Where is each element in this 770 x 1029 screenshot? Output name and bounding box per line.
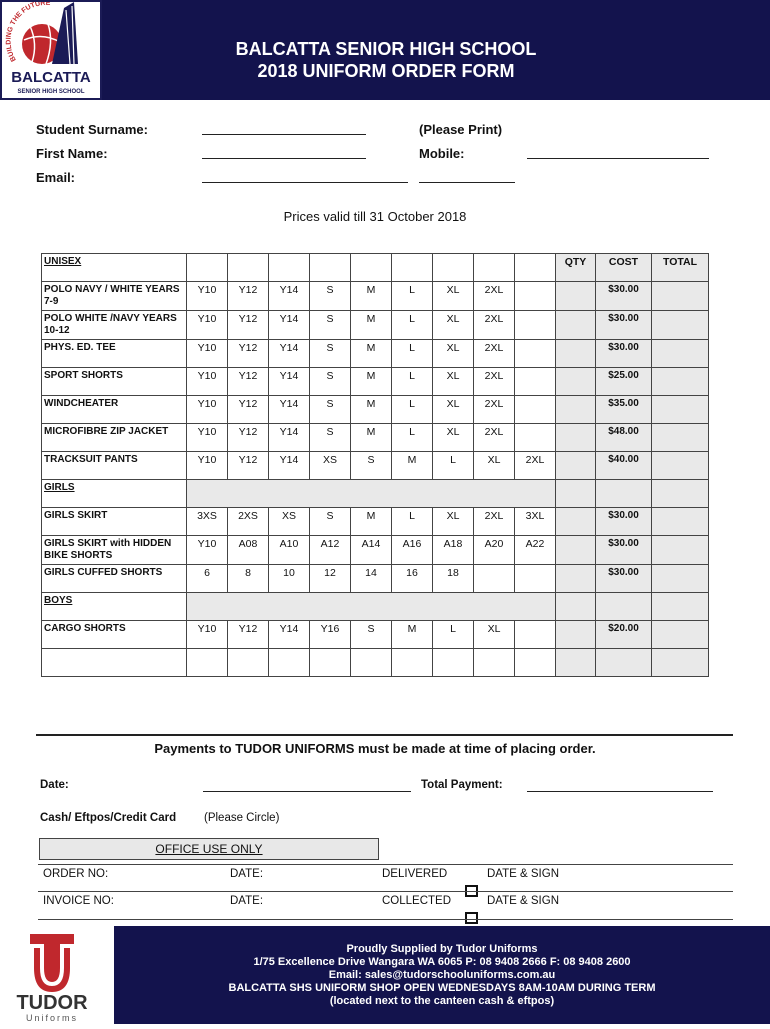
item-name: TRACKSUIT PANTS: [42, 452, 187, 480]
size-option[interactable]: S: [310, 282, 351, 311]
cost-cell: $35.00: [596, 396, 652, 424]
size-option[interactable]: Y12: [228, 311, 269, 340]
order-table: [41, 253, 709, 677]
item-name: PHYS. ED. TEE: [42, 340, 187, 368]
girls-section-label: GIRLS: [44, 482, 75, 493]
mobile-label: Mobile:: [419, 146, 465, 161]
cost-cell: $30.00: [596, 282, 652, 311]
item-name: CARGO SHORTS: [42, 621, 187, 649]
size-option[interactable]: [515, 340, 556, 368]
size-option[interactable]: XL: [474, 621, 515, 649]
divider: [38, 864, 733, 865]
size-option[interactable]: Y12: [228, 340, 269, 368]
size-option[interactable]: XL: [433, 340, 474, 368]
size-option[interactable]: [515, 396, 556, 424]
size-option[interactable]: Y10: [187, 282, 228, 311]
size-option[interactable]: L: [392, 282, 433, 311]
item-name: GIRLS SKIRT with HIDDEN BIKE SHORTS: [42, 536, 187, 565]
invoice-no-label: INVOICE NO:: [43, 895, 114, 907]
footer-location: (located next to the canteen cash & eftpos): [329, 995, 555, 1007]
page-header: [0, 0, 770, 100]
size-option[interactable]: A18: [433, 536, 474, 565]
size-option[interactable]: 14: [351, 565, 392, 593]
total-cell[interactable]: [652, 621, 709, 649]
cost-cell: $30.00: [596, 565, 652, 593]
svg-text:SENIOR HIGH SCHOOL: SENIOR HIGH SCHOOL: [17, 89, 85, 95]
size-option[interactable]: [515, 621, 556, 649]
size-option[interactable]: [515, 368, 556, 396]
cost-cell: $30.00: [596, 536, 652, 565]
table-row: [42, 565, 709, 593]
total-cell[interactable]: [652, 536, 709, 565]
qty-cell[interactable]: [556, 621, 596, 649]
qty-cell[interactable]: [556, 508, 596, 536]
size-option[interactable]: [515, 565, 556, 593]
first-name-field[interactable]: [202, 158, 366, 159]
size-option[interactable]: 2XL: [474, 424, 515, 452]
table-row: [42, 508, 709, 536]
svg-text:BALCATTA: BALCATTA: [11, 69, 91, 86]
qty-cell[interactable]: [556, 340, 596, 368]
cost-cell: $30.00: [596, 508, 652, 536]
cost-cell: $40.00: [596, 452, 652, 480]
total-header: TOTAL: [652, 254, 709, 282]
qty-cell[interactable]: [556, 368, 596, 396]
cost-cell: $25.00: [596, 368, 652, 396]
qty-cell[interactable]: [556, 424, 596, 452]
size-option[interactable]: Y14: [269, 621, 310, 649]
size-option[interactable]: Y10: [187, 452, 228, 480]
table-row: [42, 311, 709, 340]
office-use-title: OFFICE USE ONLY: [155, 842, 263, 856]
size-option[interactable]: 16: [392, 565, 433, 593]
total-cell[interactable]: [652, 565, 709, 593]
size-option[interactable]: Y14: [269, 311, 310, 340]
email-field[interactable]: [202, 182, 408, 183]
email-label: Email:: [36, 170, 76, 185]
size-option[interactable]: Y10: [187, 424, 228, 452]
footer-email[interactable]: Email: sales@tudorschooluniforms.com.au: [328, 969, 556, 981]
item-name: SPORT SHORTS: [42, 368, 187, 396]
size-option[interactable]: Y10: [187, 621, 228, 649]
school-title: BALCATTA SENIOR HIGH SCHOOL: [235, 39, 537, 59]
total-cell[interactable]: [652, 396, 709, 424]
surname-field[interactable]: [202, 134, 366, 135]
total-cell[interactable]: [652, 282, 709, 311]
size-option[interactable]: L: [392, 396, 433, 424]
svg-text:BUILDING THE FUTURE: BUILDING THE FUTURE: [5, 2, 51, 63]
size-option[interactable]: XS: [269, 508, 310, 536]
size-option[interactable]: A10: [269, 536, 310, 565]
size-option[interactable]: A20: [474, 536, 515, 565]
collected-checkbox[interactable]: [465, 912, 478, 924]
size-option[interactable]: 2XL: [474, 340, 515, 368]
payment-method-hint: (Please Circle): [204, 812, 280, 824]
qty-cell[interactable]: [556, 282, 596, 311]
qty-cell[interactable]: [556, 396, 596, 424]
size-option[interactable]: S: [351, 452, 392, 480]
size-option[interactable]: L: [392, 368, 433, 396]
qty-cell[interactable]: [556, 311, 596, 340]
order-date-label: DATE:: [230, 868, 264, 880]
cost-cell: $48.00: [596, 424, 652, 452]
size-option[interactable]: XL: [433, 508, 474, 536]
size-option[interactable]: M: [351, 424, 392, 452]
size-option[interactable]: A12: [310, 536, 351, 565]
size-option[interactable]: 2XL: [474, 282, 515, 311]
payment-note: Payments to TUDOR UNIFORMS must be made at time of placing order.: [154, 741, 596, 756]
footer-supplier: Proudly Supplied by Tudor Uniforms: [346, 943, 538, 955]
order-no-label: ORDER NO:: [43, 868, 109, 880]
size-option[interactable]: 12: [310, 565, 351, 593]
size-option[interactable]: XS: [310, 452, 351, 480]
size-option[interactable]: S: [310, 311, 351, 340]
divider: [38, 891, 733, 892]
size-option[interactable]: A14: [351, 536, 392, 565]
size-option[interactable]: XL: [474, 452, 515, 480]
unisex-section-label: UNISEX: [44, 256, 82, 267]
size-option[interactable]: L: [392, 424, 433, 452]
item-name: POLO WHITE /NAVY YEARS 10-12: [42, 311, 187, 340]
item-name: WINDCHEATER: [42, 396, 187, 424]
size-option[interactable]: 2XL: [474, 368, 515, 396]
size-option[interactable]: Y12: [228, 368, 269, 396]
size-option[interactable]: L: [433, 621, 474, 649]
size-option[interactable]: Y12: [228, 282, 269, 311]
collected-label: COLLECTED: [382, 895, 452, 907]
table-row: [42, 282, 709, 311]
cost-header: COST: [596, 254, 652, 282]
footer-address: 1/75 Excellence Drive Wangara WA 6065 P: 08 9408 2666 F: 08 9408 2600: [253, 956, 631, 968]
tudor-logo-icon: [0, 926, 114, 1024]
table-row: [42, 340, 709, 368]
mobile-field[interactable]: [527, 158, 709, 159]
total-cell[interactable]: [652, 340, 709, 368]
size-option[interactable]: 18: [433, 565, 474, 593]
delivered-date-sign-label: DATE & SIGN: [487, 868, 559, 880]
size-option[interactable]: M: [392, 621, 433, 649]
table-row: [42, 368, 709, 396]
size-option[interactable]: Y10: [187, 311, 228, 340]
please-print-note: (Please Print): [419, 122, 503, 137]
size-option[interactable]: Y12: [228, 424, 269, 452]
cost-cell: $20.00: [596, 621, 652, 649]
surname-label: Student Surname:: [36, 122, 148, 137]
size-option[interactable]: XL: [433, 396, 474, 424]
size-option[interactable]: L: [392, 340, 433, 368]
size-option[interactable]: XL: [433, 282, 474, 311]
qty-cell[interactable]: [556, 565, 596, 593]
email-field-continued[interactable]: [419, 182, 515, 183]
total-cell[interactable]: [652, 311, 709, 340]
size-option[interactable]: Y14: [269, 424, 310, 452]
boys-section-label: BOYS: [44, 595, 73, 606]
size-option[interactable]: Y16: [310, 621, 351, 649]
svg-text:TUDOR: TUDOR: [16, 992, 88, 1014]
size-option[interactable]: S: [310, 340, 351, 368]
payment-method-label[interactable]: Cash/ Eftpos/Credit Card: [40, 812, 177, 824]
delivered-label: DELIVERED: [382, 868, 448, 880]
size-option[interactable]: Y10: [187, 396, 228, 424]
divider: [38, 919, 733, 920]
size-option[interactable]: S: [310, 368, 351, 396]
size-option[interactable]: 2XS: [228, 508, 269, 536]
size-option[interactable]: L: [392, 311, 433, 340]
svg-text:Uniforms: Uniforms: [25, 1013, 79, 1023]
size-option[interactable]: [515, 424, 556, 452]
school-logo: [0, 0, 102, 100]
size-option[interactable]: S: [310, 424, 351, 452]
total-cell[interactable]: [652, 368, 709, 396]
size-option[interactable]: M: [351, 340, 392, 368]
size-option[interactable]: 2XL: [474, 508, 515, 536]
total-cell[interactable]: [652, 452, 709, 480]
size-option[interactable]: Y12: [228, 396, 269, 424]
office-use-box: [39, 838, 379, 860]
size-option[interactable]: L: [433, 452, 474, 480]
form-title: 2018 UNIFORM ORDER FORM: [257, 61, 515, 81]
qty-header: QTY: [556, 254, 596, 282]
invoice-date-label: DATE:: [230, 895, 264, 907]
qty-cell[interactable]: [556, 452, 596, 480]
size-option[interactable]: Y14: [269, 452, 310, 480]
size-option[interactable]: 10: [269, 565, 310, 593]
school-crest-icon: [2, 2, 100, 98]
size-option[interactable]: [474, 565, 515, 593]
size-option[interactable]: M: [351, 508, 392, 536]
table-row: [42, 452, 709, 480]
size-option[interactable]: M: [392, 452, 433, 480]
total-cell[interactable]: [652, 424, 709, 452]
table-row: [42, 536, 709, 565]
size-option[interactable]: 2XL: [474, 311, 515, 340]
size-option[interactable]: Y14: [269, 396, 310, 424]
item-name: GIRLS CUFFED SHORTS: [42, 565, 187, 593]
tudor-logo: [0, 926, 114, 1024]
size-option[interactable]: A16: [392, 536, 433, 565]
unisex-header-row: [42, 254, 709, 282]
size-option[interactable]: Y12: [228, 621, 269, 649]
boys-header-row: [42, 593, 709, 621]
size-option[interactable]: 6: [187, 565, 228, 593]
footer-band: [114, 926, 770, 1024]
table-row: [42, 396, 709, 424]
size-option[interactable]: A22: [515, 536, 556, 565]
size-option[interactable]: 3XS: [187, 508, 228, 536]
size-option[interactable]: Y10: [187, 536, 228, 565]
size-option[interactable]: 2XL: [474, 396, 515, 424]
cost-cell: $30.00: [596, 340, 652, 368]
size-option[interactable]: Y14: [269, 282, 310, 311]
size-option[interactable]: 2XL: [515, 452, 556, 480]
item-name: MICROFIBRE ZIP JACKET: [42, 424, 187, 452]
table-row: [42, 621, 709, 649]
size-option[interactable]: 3XL: [515, 508, 556, 536]
size-option[interactable]: Y10: [187, 368, 228, 396]
size-option[interactable]: [515, 311, 556, 340]
size-option[interactable]: XL: [433, 424, 474, 452]
size-option[interactable]: Y12: [228, 452, 269, 480]
girls-header-row: [42, 480, 709, 508]
size-option[interactable]: A08: [228, 536, 269, 565]
size-option[interactable]: L: [392, 508, 433, 536]
size-option[interactable]: M: [351, 282, 392, 311]
size-option[interactable]: 8: [228, 565, 269, 593]
size-option[interactable]: [515, 282, 556, 311]
item-name: GIRLS SKIRT: [42, 508, 187, 536]
total-payment-field[interactable]: [527, 791, 713, 792]
qty-cell[interactable]: [556, 536, 596, 565]
table-row: [42, 424, 709, 452]
size-option[interactable]: S: [351, 621, 392, 649]
size-option[interactable]: M: [351, 368, 392, 396]
title-band: [102, 0, 770, 100]
date-field[interactable]: [203, 791, 411, 792]
size-option[interactable]: XL: [433, 311, 474, 340]
total-payment-label: Total Payment:: [421, 779, 503, 791]
total-cell[interactable]: [652, 508, 709, 536]
footer-shop-hours: BALCATTA SHS UNIFORM SHOP OPEN WEDNESDAYS 8AM-10AM DURING TERM: [228, 982, 656, 994]
date-label: Date:: [40, 779, 69, 791]
size-option[interactable]: Y14: [269, 368, 310, 396]
size-option[interactable]: S: [310, 508, 351, 536]
size-option[interactable]: S: [310, 396, 351, 424]
collected-date-sign-label: DATE & SIGN: [487, 895, 559, 907]
prices-valid-note: Prices valid till 31 October 2018: [283, 209, 467, 224]
size-option[interactable]: M: [351, 311, 392, 340]
size-option[interactable]: Y10: [187, 340, 228, 368]
size-option[interactable]: Y14: [269, 340, 310, 368]
blank-row: [42, 649, 709, 677]
divider: [36, 734, 733, 736]
cost-cell: $30.00: [596, 311, 652, 340]
size-option[interactable]: M: [351, 396, 392, 424]
item-name: POLO NAVY / WHITE YEARS 7-9: [42, 282, 187, 311]
size-option[interactable]: XL: [433, 368, 474, 396]
first-name-label: First Name:: [36, 146, 108, 161]
